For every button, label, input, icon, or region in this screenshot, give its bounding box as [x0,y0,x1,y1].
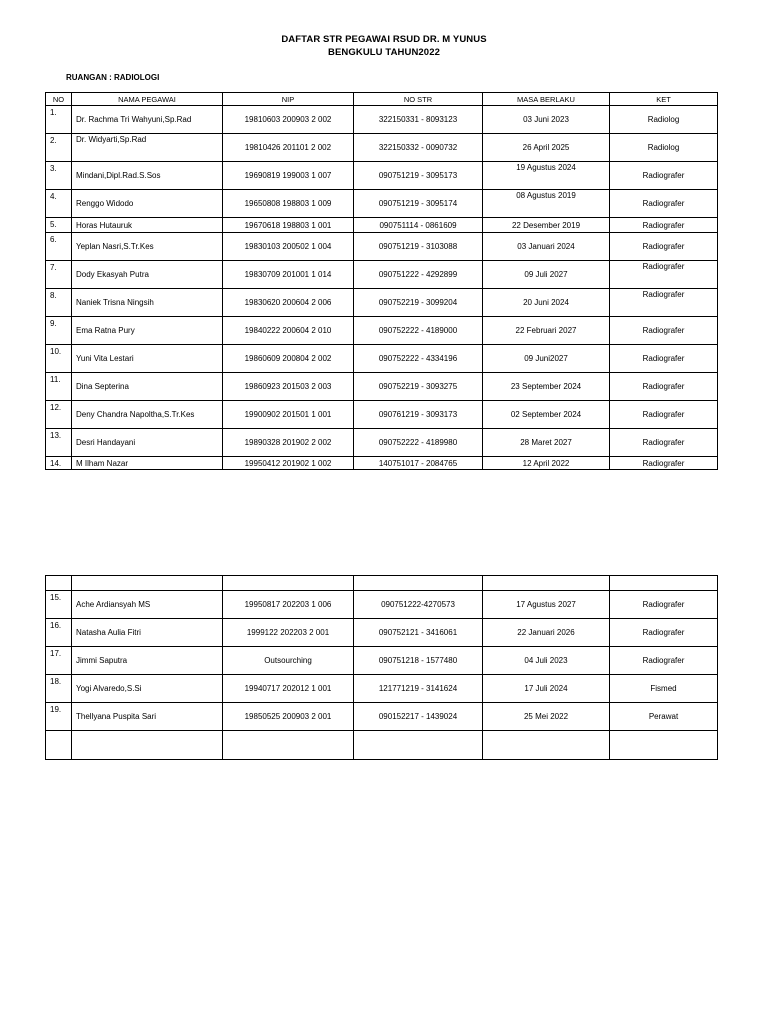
table-row [46,317,718,345]
cell-nip: 19860923 201503 2 003 [223,373,354,401]
cell-ket [610,731,718,760]
cell-nip: 19690819 199003 1 007 [223,162,354,190]
cell-ket [610,576,718,591]
cell-no: 18. [46,675,72,703]
cell-ket: Radiografer [610,457,718,470]
cell-str: 090751219 - 3095173 [354,162,483,190]
cell-nip: 19830709 201001 1 014 [223,261,354,289]
col-header-ket: KET [610,93,718,106]
cell-masa: 22 Desember 2019 [483,218,610,233]
cell-name: Jimmi Saputra [72,647,223,675]
table-row [46,731,718,760]
cell-masa: 08 Agustus 2019 [483,190,610,218]
cell-no: 17. [46,647,72,675]
cell-name [72,576,223,591]
cell-masa: 19 Agustus 2024 [483,162,610,190]
cell-str: 121771219 - 3141624 [354,675,483,703]
cell-str: 090152217 - 1439024 [354,703,483,731]
cell-str: 140751017 - 2084765 [354,457,483,470]
cell-str: 090752222 - 4189000 [354,317,483,345]
table-row [46,190,718,218]
table-row [46,373,718,401]
cell-ket: Radiografer [610,373,718,401]
cell-name: Ache Ardiansyah MS [72,591,223,619]
cell-str: 322150332 - 0090732 [354,134,483,162]
cell-masa: 09 Juli 2027 [483,261,610,289]
col-header-no: NO [46,93,72,106]
cell-name: M Ilham Nazar [72,457,223,470]
cell-ket: Radiografer [610,233,718,261]
cell-name: Dr. Widyarti,Sp.Rad [72,134,223,162]
cell-nip: Outsourching [223,647,354,675]
cell-ket: Radiografer [610,345,718,373]
table-row [46,233,718,261]
cell-masa: 12 April 2022 [483,457,610,470]
cell-no: 3. [46,162,72,190]
col-header-str: NO STR [354,93,483,106]
cell-str: 090751219 - 3103088 [354,233,483,261]
cell-nip: 19860609 200804 2 002 [223,345,354,373]
table-row [46,703,718,731]
cell-no [46,731,72,760]
staff-str-table [45,92,718,470]
cell-masa: 22 Januari 2026 [483,619,610,647]
cell-str: 090751222-4270573 [354,591,483,619]
cell-str: 090752121 - 3416061 [354,619,483,647]
cell-masa: 25 Mei 2022 [483,703,610,731]
cell-name: Deny Chandra Napoltha,S.Tr.Kes [72,401,223,429]
cell-name: Horas Hutauruk [72,218,223,233]
cell-str: 090752219 - 3093275 [354,373,483,401]
cell-no: 10. [46,345,72,373]
cell-ket: Radiolog [610,106,718,134]
cell-name: Yuni Vita Lestari [72,345,223,373]
cell-nip: 19670618 198803 1 001 [223,218,354,233]
cell-str: 090752222 - 4189980 [354,429,483,457]
room-label: RUANGAN : RADIOLOGI [66,73,160,82]
table-row [46,429,718,457]
cell-ket: Radiolog [610,134,718,162]
document-title: DAFTAR STR PEGAWAI RSUD DR. M YUNUS [281,34,487,45]
cell-masa: 22 Februari 2027 [483,317,610,345]
col-header-nip: NIP [223,93,354,106]
cell-no: 12. [46,401,72,429]
cell-str: 090752219 - 3099204 [354,289,483,317]
cell-name: Yeplan Nasri,S.Tr.Kes [72,233,223,261]
cell-masa [483,576,610,591]
cell-nip: 19950817 202203 1 006 [223,591,354,619]
cell-ket: Radiografer [610,261,718,289]
cell-masa: 23 September 2024 [483,373,610,401]
cell-ket: Perawat [610,703,718,731]
cell-ket: Radiografer [610,218,718,233]
cell-name: Thellyana Puspita Sari [72,703,223,731]
cell-ket: Radiografer [610,591,718,619]
cell-no: 4. [46,190,72,218]
cell-nip: 19940717 202012 1 001 [223,675,354,703]
cell-str [354,731,483,760]
cell-no: 11. [46,373,72,401]
cell-ket: Radiografer [610,162,718,190]
cell-masa: 20 Juni 2024 [483,289,610,317]
cell-masa: 26 April 2025 [483,134,610,162]
cell-nip: 19650808 198803 1 009 [223,190,354,218]
cell-ket: Radiografer [610,317,718,345]
table-row [46,106,718,134]
table-row [46,591,718,619]
table-row [46,619,718,647]
cell-nip: 19830103 200502 1 004 [223,233,354,261]
cell-masa: 03 Juni 2023 [483,106,610,134]
cell-nip: 19810603 200903 2 002 [223,106,354,134]
cell-nip: 19900902 201501 1 001 [223,401,354,429]
document-subtitle: BENGKULU TAHUN2022 [328,47,440,58]
cell-nip [223,731,354,760]
cell-no: 2. [46,134,72,162]
cell-nip: 19950412 201902 1 002 [223,457,354,470]
cell-nip: 19830620 200604 2 006 [223,289,354,317]
table-row [46,218,718,233]
cell-str: 090751219 - 3095174 [354,190,483,218]
cell-name: Yogi Alvaredo,S.Si [72,675,223,703]
cell-name: Dina Septerina [72,373,223,401]
cell-no: 9. [46,317,72,345]
table-row [46,457,718,470]
cell-name: Natasha Aulia Fitri [72,619,223,647]
cell-nip: 1999122 202203 2 001 [223,619,354,647]
cell-str: 322150331 - 8093123 [354,106,483,134]
cell-masa: 17 Juli 2024 [483,675,610,703]
cell-nip [223,576,354,591]
cell-name: Renggo Widodo [72,190,223,218]
cell-no: 8. [46,289,72,317]
cell-ket: Radiografer [610,647,718,675]
cell-name: Mindani,Dipl.Rad.S.Sos [72,162,223,190]
cell-nip: 19840222 200604 2 010 [223,317,354,345]
table-row [46,162,718,190]
cell-nip: 19890328 201902 2 002 [223,429,354,457]
cell-nip: 19850525 200903 2 001 [223,703,354,731]
cell-name [72,731,223,760]
cell-masa: 03 Januari 2024 [483,233,610,261]
staff-str-table-continued [45,575,718,760]
cell-no: 15. [46,591,72,619]
cell-name: Dr. Rachma Tri Wahyuni,Sp.Rad [72,106,223,134]
cell-ket: Radiografer [610,429,718,457]
cell-no: 7. [46,261,72,289]
table-row [46,576,718,591]
cell-ket: Fismed [610,675,718,703]
cell-masa: 04 Juli 2023 [483,647,610,675]
cell-name: Dody Ekasyah Putra [72,261,223,289]
cell-no: 16. [46,619,72,647]
col-header-name: NAMA PEGAWAI [72,93,223,106]
cell-masa: 09 Juni2027 [483,345,610,373]
table-row [46,675,718,703]
cell-no: 6. [46,233,72,261]
cell-no: 14. [46,457,72,470]
cell-masa [483,731,610,760]
cell-str: 090761219 - 3093173 [354,401,483,429]
table-row [46,134,718,162]
cell-str: 090751218 - 1577480 [354,647,483,675]
cell-no: 5. [46,218,72,233]
cell-str [354,576,483,591]
cell-masa: 17 Agustus 2027 [483,591,610,619]
cell-ket: Radiografer [610,619,718,647]
cell-nip: 19810426 201101 2 002 [223,134,354,162]
cell-name: Desri Handayani [72,429,223,457]
cell-no [46,576,72,591]
cell-name: Ema Ratna Pury [72,317,223,345]
cell-str: 090751114 - 0861609 [354,218,483,233]
table-row [46,345,718,373]
cell-name: Naniek Trisna Ningsih [72,289,223,317]
cell-str: 090751222 - 4292899 [354,261,483,289]
table-row [46,647,718,675]
cell-ket: Radiografer [610,289,718,317]
cell-no: 1. [46,106,72,134]
table-row [46,289,718,317]
cell-str: 090752222 - 4334196 [354,345,483,373]
col-header-masa: MASA BERLAKU [483,93,610,106]
cell-masa: 28 Maret 2027 [483,429,610,457]
table-header-row [46,93,718,106]
table-row [46,401,718,429]
cell-ket: Radiografer [610,190,718,218]
cell-no: 19. [46,703,72,731]
table-row [46,261,718,289]
cell-masa: 02 September 2024 [483,401,610,429]
cell-no: 13. [46,429,72,457]
cell-ket: Radiografer [610,401,718,429]
